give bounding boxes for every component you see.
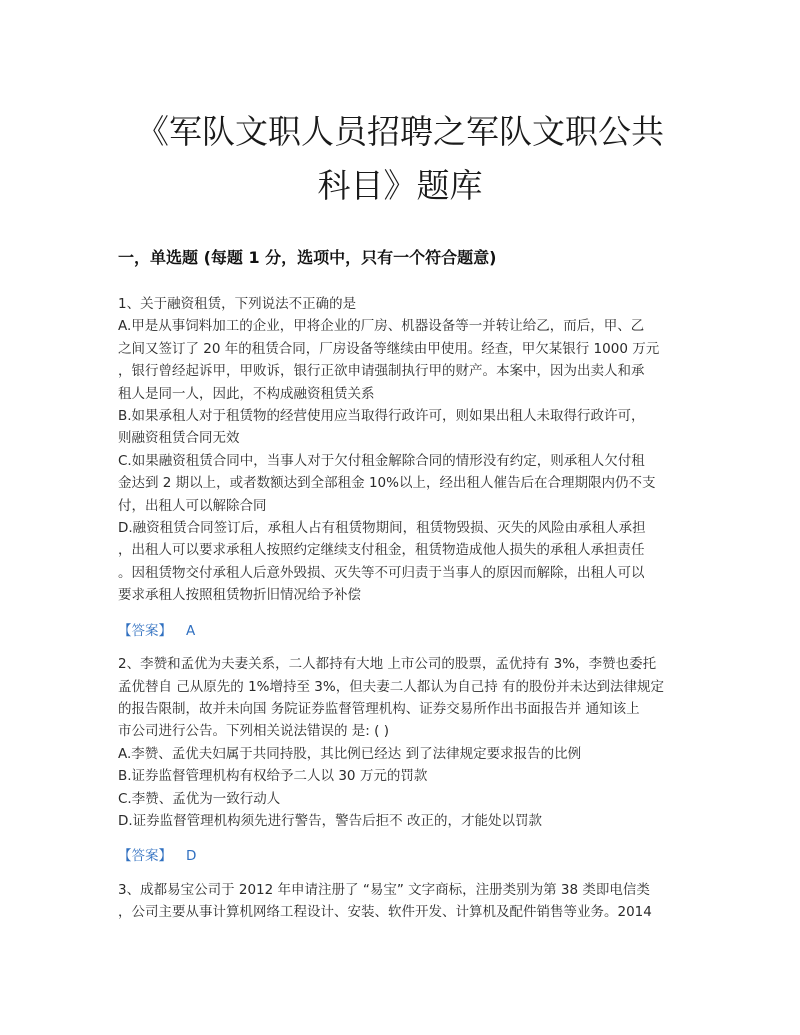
question-line: C.李赞、孟优为一致行动人 (118, 790, 281, 807)
answer-label: 【答案】 (118, 848, 172, 865)
question-line: 之间又签订了 20 年的租赁合同，厂房设备等继续由甲使用。经查，甲欠某银行 1000 万元 (118, 340, 660, 357)
question-line: 金达到 2 期以上，或者数额达到全部租金 10%以上，经出租人催告后在合理期限内仍不支 (118, 475, 656, 492)
question-line: 。因租赁物交付承租人后意外毁损、灭失等不可归责于当事人的原因而解除，出租人可以 (118, 564, 645, 581)
title-line-2: 科目》题库 (317, 166, 483, 205)
question-line: B.如果承租人对于租赁物的经营使用应当取得行政许可，则如果出租人未取得行政许可， (118, 408, 645, 425)
question-line: 1、关于融资租赁，下列说法不正确的是 (118, 296, 357, 312)
question-line: 租人是同一人，因此，不构成融资租赁关系 (118, 385, 375, 402)
question-line: 的报告限制，故并未向国 务院证券监督管理机构、证券交易所作出书面报告并 通知该上 (118, 700, 640, 717)
question-line: D.证券监督管理机构须先进行警告，警告后拒不 改正的，才能处以罚款 (118, 812, 542, 829)
question-1 (118, 293, 688, 607)
section-heading: 一，单选题 (每题 1 分，选项中，只有一个符合题意) (118, 248, 497, 267)
question-line: 市公司进行公告。下列相关说法错误的 是: ( ) (118, 723, 389, 740)
question-line: 则融资租赁合同无效 (118, 430, 240, 447)
question-line: ，出租人可以要求承租人按照约定继续支付租金，租赁物造成他人损失的承租人承担责任 (118, 542, 645, 559)
answer-value: A (186, 622, 196, 639)
question-line: 要求承租人按照租赁物折旧情况给予补偿 (118, 587, 361, 604)
question-line: A.李赞、孟优夫妇属于共同持股，其比例已经达 到了法律规定要求报告的比例 (118, 745, 582, 762)
answer-1 (118, 620, 688, 642)
answer-value: D (186, 848, 197, 865)
question-line: 孟优替自 己从原先的 1%增持至 3%，但夫妻二人都认为自己持 有的股份并未达到法律规定 (118, 678, 664, 695)
question-line: 付，出租人可以解除合同 (118, 497, 267, 514)
title-line-1: 《军队文职人员招聘之军队文职公共 (136, 112, 664, 151)
question-line: 2、李赞和孟优为夫妻关系，二人都持有大地 上市公司的股票，孟优持有 3%，李赞也委托 (118, 656, 657, 673)
answer-2 (118, 845, 688, 867)
answer-label: 【答案】 (118, 622, 172, 639)
question-line: A.甲是从事饲料加工的企业，甲将企业的厂房、机器设备等一并转让给乙，而后，甲、乙 (118, 318, 645, 335)
question-line: C.如果融资租赁合同中，当事人对于欠付租金解除合同的情形没有约定，则承租人欠付租 (118, 452, 645, 469)
question-line: D.融资租赁合同签订后，承租人占有租赁物期间，租赁物毁损、灭失的风险由承租人承担 (118, 520, 646, 537)
questions-content (118, 293, 688, 924)
question-line: ，公司主要从事计算机网络工程设计、安装、软件开发、计算机及配件销售等业务。2014 (118, 904, 652, 921)
question-line: 3、成都易宝公司于 2012 年申请注册了 “易宝” 文字商标，注册类别为第 38 类即电信类 (118, 881, 650, 898)
question-line: ，银行曾经起诉甲，甲败诉，银行正欲申请强制执行甲的财产。本案中，因为出卖人和承 (118, 363, 645, 380)
document-title (60, 105, 740, 213)
question-2 (118, 653, 688, 832)
question-3 (118, 879, 688, 924)
question-line: B.证券监督管理机构有权给予二人以 30 万元的罚款 (118, 768, 428, 785)
